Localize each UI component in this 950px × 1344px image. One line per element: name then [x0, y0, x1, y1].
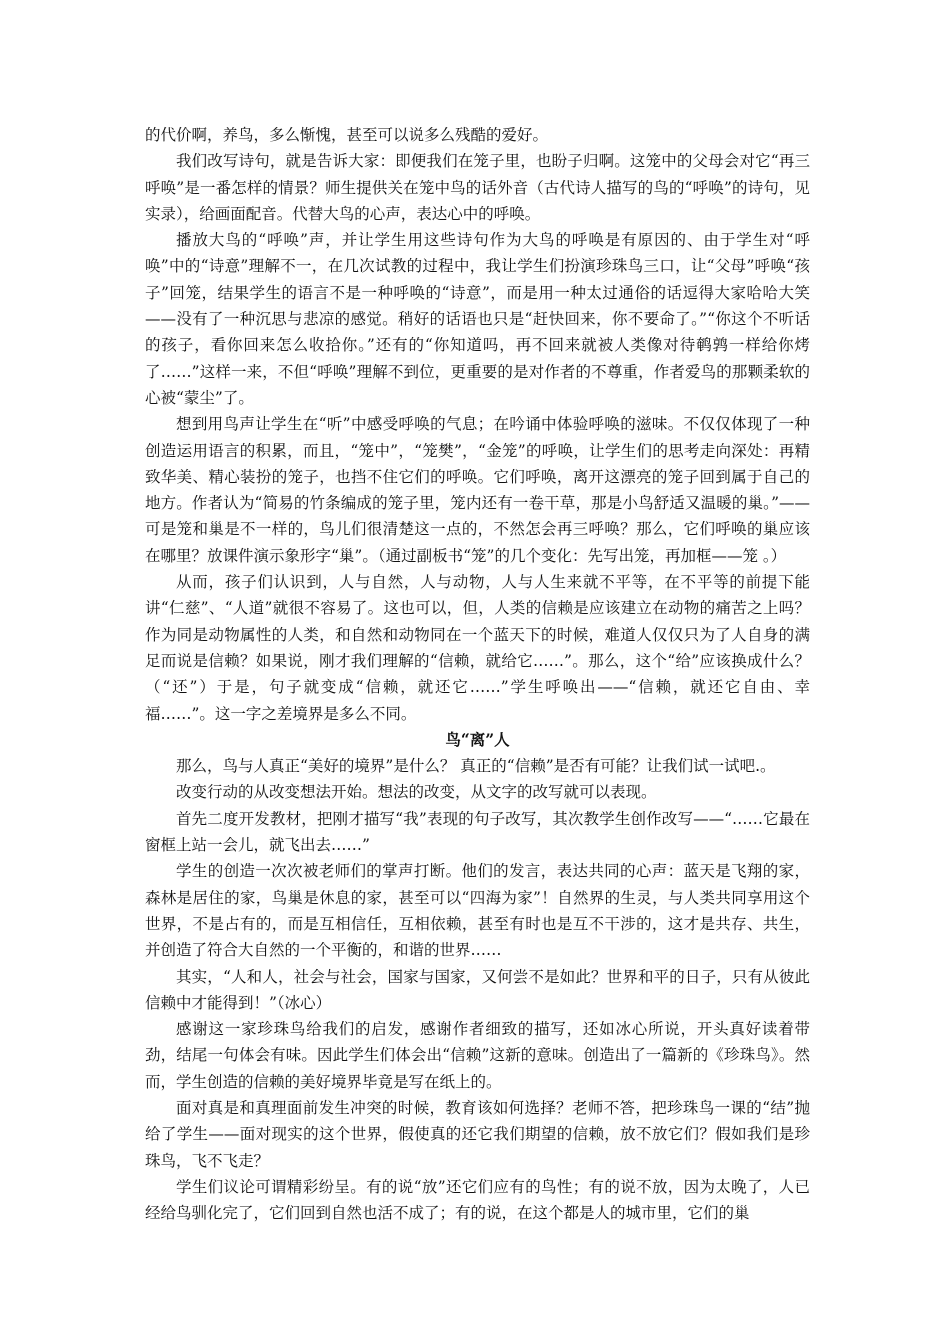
paragraph: 首先二度开发教材，把刚才描写“我”表现的句子改写，其次教学生创作改写——“……它最在窗框上站一会儿，就飞出去……” — [145, 809, 810, 855]
paragraph: 学生的创造一次次被老师们的掌声打断。他们的发言，表达共同的心声：蓝天是飞翔的家，森林是居住的家，鸟巢是休息的家，甚至可以“四海为家”！自然界的生灵，与人类共同享用这个世界，不是占有的，而是互相信任，互相依赖，甚至有时也是互不干涉的，这才是共存、共生，并创造了符合大自然的一个平衡的，和谐的世界…… — [145, 862, 810, 960]
paragraph: 那么，鸟与人真正“美好的境界”是什么？ 真正的“信赖”是否有可能？让我们试一试吧.。 — [176, 757, 776, 776]
paragraph: 的代价啊，养鸟，多么惭愧，甚至可以说多么残酷的爱好。 — [145, 126, 549, 144]
section-heading: 鸟“离”人 — [445, 729, 510, 749]
paragraph: 从而，孩子们认识到，人与自然，人与动物，人与人生来就不平等，在不平等的前提下能讲“仁慈”、“人道”就很不容易了。这也可以，但，人类的信赖是应该建立在动物的痛苦之上吗？作为同是动物属性的人类，和自然和动物同在一个蓝天下的时候，难道人仅仅只为了人自身的满足而说是信赖？如果说，刚才我们理解的“信赖，就给它……”。那么，这个“给”应该换成什么？（“还”）于是，句子就变成“信赖，就还它……”学生呼唤出——“信赖，就还它自由、幸福……”。这一字之差境界是多么不同。 — [145, 573, 810, 723]
document-page — [145, 122, 810, 1226]
paragraph: 播放大鸟的“呼唤”声，并让学生用这些诗句作为大鸟的呼唤是有原因的、由于学生对“呼唤”中的“诗意”理解不一，在几次试教的过程中，我让学生们扮演珍珠鸟三口，让“父母”呼唤“孩子”回笼，结果学生的语言不是一种呼唤的“诗意”，而是用一种太过通俗的话逗得大家哈哈大笑——没有了一种沉思与悲凉的感觉。稍好的话语也只是“赶快回来，你不要命了。”“你这个不听话的孩子，看你回来怎么收拾你。”还有的“你知道吗，再不回来就被人类像对待鹌鹑一样给你烤了……”这样一来，不但“呼唤”理解不到位，更重要的是对作者的不尊重，作者爱鸟的那颗柔软的心被“蒙尘”了。 — [145, 231, 810, 407]
paragraph: 想到用鸟声让学生在“听”中感受呼唤的气息；在吟诵中体验呼唤的滋味。不仅仅体现了一种创造运用语言的积累，而且，“笼中”，“笼樊”，“金笼”的呼唤，让学生们的思考走向深处：再精致华美、精心装扮的笼子，也挡不住它们的呼唤。它们呼唤，离开这漂亮的笼子回到属于自己的地方。作者认为“简易的竹条编成的笼子里，笼内还有一卷干草，那是小鸟舒适又温暖的巢。”——可是笼和巢是不一样的，鸟儿们很清楚这一点的，不然怎会再三呼唤？那么，它们呼唤的巢应该在哪里？放课件演示象形字“巢”。（通过副板书“笼”的几个变化：先写出笼，再加框——笼 。） — [145, 415, 810, 565]
paragraph: 感谢这一家珍珠鸟给我们的启发，感谢作者细致的描写，还如冰心所说，开头真好读着带劲，结尾一句体会有味。因此学生们体会出“信赖”这新的意味。创造出了一篇新的《珍珠鸟》。然而，学生创造的信赖的美好境界毕竟是写在纸上的。 — [145, 1020, 810, 1091]
paragraph: 学生们议论可谓精彩纷呈。有的说“放”还它们应有的鸟性；有的说不放，因为太晚了，人已经给鸟驯化完了，它们回到自然也活不成了；有的说，在这个都是人的城市里，它们的巢 — [145, 1177, 810, 1223]
paragraph: 其实，“人和人，社会与社会，国家与国家，又何尝不是如此？世界和平的日子，只有从彼此信赖中才能得到！”（冰心） — [145, 967, 810, 1012]
paragraph: 面对真是和真理面前发生冲突的时候，教育该如何选择？老师不答，把珍珠鸟一课的“结”抛给了学生——面对现实的这个世界，假使真的还它我们期望的信赖，放不放它们？假如我们是珍珠鸟，飞不飞走？ — [145, 1098, 810, 1170]
paragraph: 我们改写诗句，就是告诉大家：即便我们在笼子里，也盼子归啊。这笼中的父母会对它“再三呼唤”是一番怎样的情景？师生提供关在笼中鸟的话外音（古代诗人描写的鸟的“呼唤”的诗句，见实录），给画面配音。代替大鸟的心声，表达心中的呼唤。 — [145, 152, 810, 223]
paragraph: 改变行动的从改变想法开始。想法的改变，从文字的改写就可以表现。 — [176, 783, 657, 802]
